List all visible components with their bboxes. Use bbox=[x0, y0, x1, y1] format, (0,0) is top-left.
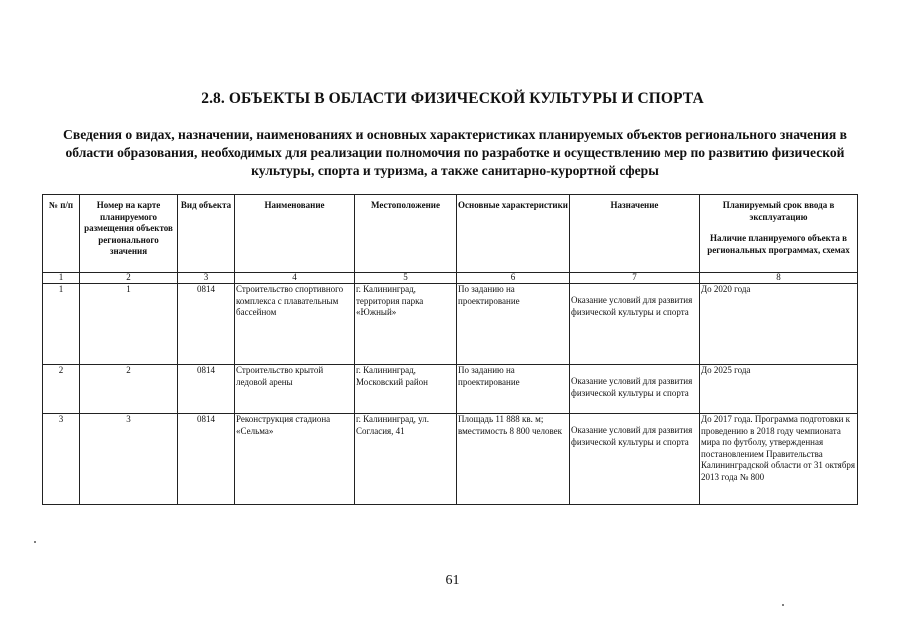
row-term: До 2020 года bbox=[700, 284, 858, 365]
header-num: № п/п bbox=[43, 195, 80, 273]
row-location: г. Калининград, территория парка «Южный» bbox=[355, 284, 457, 365]
row-num: 2 bbox=[43, 365, 80, 414]
header-type: Вид объекта bbox=[178, 195, 235, 273]
table-row bbox=[43, 284, 858, 365]
row-purpose: Оказание условий для развития физической культуры и спорта bbox=[571, 295, 693, 317]
row-name: Реконструкция стадиона «Сельма» bbox=[235, 414, 355, 505]
column-number: 3 bbox=[178, 273, 235, 284]
section-title: 2.8. ОБЪЕКТЫ В ОБЛАСТИ ФИЗИЧЕСКОЙ КУЛЬТУРЫ И СПОРТА bbox=[201, 90, 704, 107]
row-purpose-cell bbox=[570, 284, 700, 365]
row-name: Строительство крытой ледовой арены bbox=[235, 365, 355, 414]
table-row bbox=[43, 414, 858, 505]
table-row bbox=[43, 365, 858, 414]
header-characteristics: Основные характеристики bbox=[457, 195, 570, 273]
row-characteristics: По заданию на проектирование bbox=[457, 365, 570, 414]
column-number: 8 bbox=[700, 273, 858, 284]
header-purpose: Назначение bbox=[570, 195, 700, 273]
header-location: Местоположение bbox=[355, 195, 457, 273]
row-name: Строительство спортивного комплекса с плавательным бассейном bbox=[235, 284, 355, 365]
page-number: 61 bbox=[445, 573, 460, 588]
row-type: 0814 bbox=[178, 365, 235, 414]
row-characteristics: Площадь 11 888 кв. м; вместимость 8 800 человек bbox=[457, 414, 570, 505]
scan-speck bbox=[782, 604, 784, 606]
row-map-number: 3 bbox=[80, 414, 178, 505]
row-purpose-cell bbox=[570, 414, 700, 505]
header-name: Наименование bbox=[235, 195, 355, 273]
row-term: До 2025 года bbox=[700, 365, 858, 414]
row-num: 1 bbox=[43, 284, 80, 365]
column-number-row bbox=[43, 273, 858, 284]
column-number: 6 bbox=[457, 273, 570, 284]
row-purpose-cell bbox=[570, 365, 700, 414]
row-type: 0814 bbox=[178, 284, 235, 365]
row-location: г. Калининград, ул. Согласия, 41 bbox=[355, 414, 457, 505]
document-subtitle: Сведения о видах, назначении, наименованиях и основных характеристиках планируемых объектов регионального значения в области образования, необходимых для реализации полномочия по разработке и осуществлению мер по развитию физической культуры, спорта и туризма, а также санитарно-курортной сферы bbox=[63, 127, 847, 178]
row-map-number: 1 bbox=[80, 284, 178, 365]
header-plan bbox=[700, 195, 858, 273]
column-number: 7 bbox=[570, 273, 700, 284]
header-plan-programs: Наличие планируемого объекта в региональных программах, схемах bbox=[707, 233, 850, 255]
column-number: 2 bbox=[80, 273, 178, 284]
row-location: г. Калининград, Московский район bbox=[355, 365, 457, 414]
column-number: 4 bbox=[235, 273, 355, 284]
row-purpose: Оказание условий для развития физической культуры и спорта bbox=[571, 425, 693, 447]
row-type: 0814 bbox=[178, 414, 235, 505]
scan-speck bbox=[34, 541, 36, 543]
column-number: 1 bbox=[43, 273, 80, 284]
row-term: До 2017 года. Программа подготовки к проведению в 2018 году чемпионата мира по футболу, утвержденная постановлением Правительства Калининградской области от 31 октября 2013 года № 800 bbox=[700, 414, 858, 505]
column-number: 5 bbox=[355, 273, 457, 284]
table-header-row bbox=[43, 195, 858, 273]
row-map-number: 2 bbox=[80, 365, 178, 414]
header-map-number: Номер на карте планируемого размещения объектов регионального значения bbox=[80, 195, 178, 273]
row-characteristics: По заданию на проектирование bbox=[457, 284, 570, 365]
row-num: 3 bbox=[43, 414, 80, 505]
objects-table bbox=[42, 194, 858, 505]
header-plan-term: Планируемый срок ввода в эксплуатацию bbox=[722, 200, 835, 222]
row-purpose: Оказание условий для развития физической культуры и спорта bbox=[571, 376, 693, 398]
